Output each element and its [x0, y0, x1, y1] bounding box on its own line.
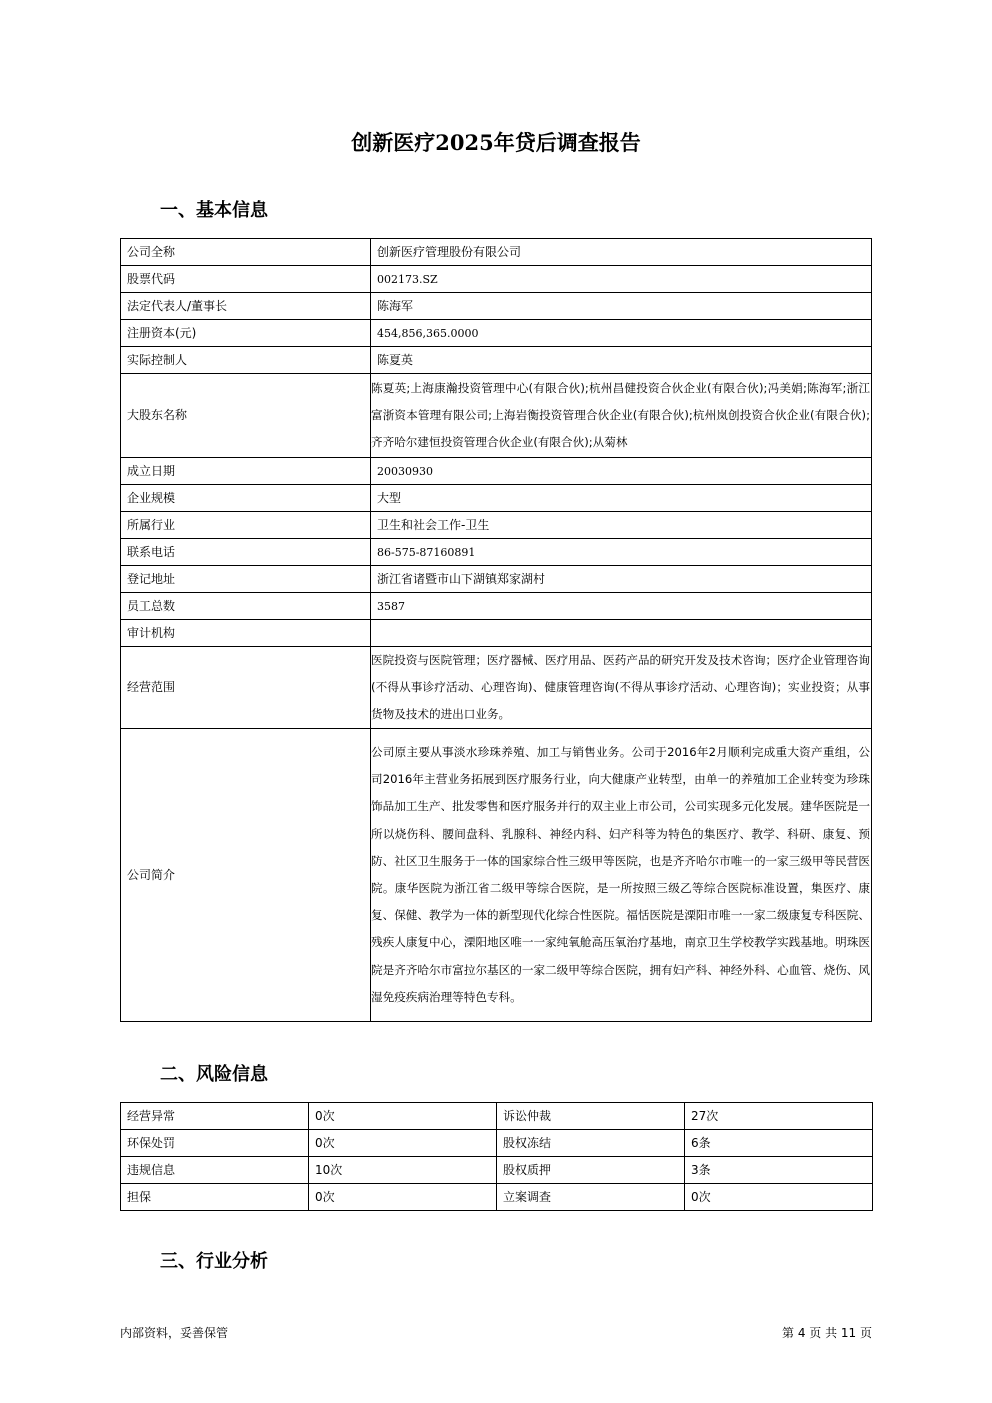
row-value [371, 620, 872, 647]
table-row [121, 1184, 873, 1211]
risk-label: 担保 [121, 1184, 309, 1211]
section-heading-risk: 二、风险信息 [160, 1064, 268, 1085]
row-label: 公司简介 [121, 729, 371, 1022]
risk-value: 0次 [309, 1130, 497, 1157]
footer-confidential-note: 内部资料，妥善保管 [120, 1326, 229, 1340]
footer-page-number: 第 4 页 共 11 页 [782, 1326, 872, 1340]
table-row [121, 647, 872, 729]
row-label: 员工总数 [121, 593, 371, 620]
risk-label: 违规信息 [121, 1157, 309, 1184]
section-heading-industry: 三、行业分析 [160, 1251, 268, 1272]
section-heading-basic: 一、基本信息 [160, 200, 268, 221]
row-value: 454,856,365.0000 [371, 320, 872, 347]
row-label: 注册资本(元) [121, 320, 371, 347]
table-row [121, 1130, 873, 1157]
row-value: 卫生和社会工作-卫生 [371, 512, 872, 539]
row-label: 所属行业 [121, 512, 371, 539]
risk-value: 0次 [685, 1184, 873, 1211]
row-value: 创新医疗管理股份有限公司 [371, 239, 872, 266]
table-row [121, 293, 872, 320]
row-value: 3587 [371, 593, 872, 620]
row-value: 陈夏英;上海康瀚投资管理中心(有限合伙);杭州昌健投资合伙企业(有限合伙);冯美娟;陈海军;浙江富浙资本管理有限公司;上海岩衡投资管理合伙企业(有限合伙);杭州岚创投资合伙企业(有限合伙);齐齐哈尔建恒投资管理合伙企业(有限合伙);从菊林 [371, 374, 872, 458]
row-label: 审计机构 [121, 620, 371, 647]
table-row [121, 374, 872, 458]
row-label: 登记地址 [121, 566, 371, 593]
row-value: 陈夏英 [371, 347, 872, 374]
table-row [121, 347, 872, 374]
risk-value: 6条 [685, 1130, 873, 1157]
row-value: 86-575-87160891 [371, 539, 872, 566]
table-row [121, 593, 872, 620]
row-label: 实际控制人 [121, 347, 371, 374]
table-row [121, 266, 872, 293]
risk-label: 立案调查 [497, 1184, 685, 1211]
row-label: 股票代码 [121, 266, 371, 293]
row-value: 公司原主要从事淡水珍珠养殖、加工与销售业务。公司于2016年2月顺利完成重大资产重组，公司2016年主营业务拓展到医疗服务行业，向大健康产业转型，由单一的养殖加工企业转变为珍珠饰品加工生产、批发零售和医疗服务并行的双主业上市公司，公司实现多元化发展。建华医院是一所以烧伤科、腰间盘科、乳腺科、神经内科、妇产科等为特色的集医疗、教学、科研、康复、预防、社区卫生服务于一体的国家综合性三级甲等医院，也是齐齐哈尔市唯一的一家三级甲等民营医院。康华医院为浙江省二级甲等综合医院，是一所按照三级乙等综合医院标准设置，集医疗、康复、保健、教学为一体的新型现代化综合性医院。福恬医院是溧阳市唯一一家二级康复专科医院、残疾人康复中心，溧阳地区唯一一家纯氧舱高压氧治疗基地，南京卫生学校教学实践基地。明珠医院是齐齐哈尔市富拉尔基区的一家二级甲等综合医院，拥有妇产科、神经外科、心血管、烧伤、风湿免疫疾病治理等特色专科。 [371, 729, 872, 1022]
basic-info-table [120, 238, 872, 1022]
risk-label: 股权冻结 [497, 1130, 685, 1157]
table-row [121, 566, 872, 593]
risk-label: 经营异常 [121, 1103, 309, 1130]
row-value: 浙江省诸暨市山下湖镇郑家湖村 [371, 566, 872, 593]
risk-info-table [120, 1102, 873, 1211]
table-row [121, 512, 872, 539]
row-value: 002173.SZ [371, 266, 872, 293]
page-title: 创新医疗2025年贷后调查报告 [351, 130, 641, 155]
table-row [121, 620, 872, 647]
row-label: 企业规模 [121, 485, 371, 512]
table-row [121, 320, 872, 347]
row-label: 经营范围 [121, 647, 371, 729]
row-value: 20030930 [371, 458, 872, 485]
risk-value: 0次 [309, 1184, 497, 1211]
row-value: 医院投资与医院管理；医疗器械、医疗用品、医药产品的研究开发及技术咨询；医疗企业管理咨询(不得从事诊疗活动、心理咨询)、健康管理咨询(不得从事诊疗活动、心理咨询)；实业投资；从事货物及技术的进出口业务。 [371, 647, 872, 729]
row-label: 法定代表人/董事长 [121, 293, 371, 320]
table-row [121, 458, 872, 485]
table-row [121, 539, 872, 566]
row-label: 大股东名称 [121, 374, 371, 458]
row-label: 成立日期 [121, 458, 371, 485]
risk-value: 3条 [685, 1157, 873, 1184]
risk-value: 0次 [309, 1103, 497, 1130]
table-row [121, 485, 872, 512]
table-row [121, 239, 872, 266]
table-row [121, 1157, 873, 1184]
risk-label: 环保处罚 [121, 1130, 309, 1157]
risk-value: 27次 [685, 1103, 873, 1130]
risk-label: 诉讼仲裁 [497, 1103, 685, 1130]
risk-label: 股权质押 [497, 1157, 685, 1184]
table-row [121, 729, 872, 1022]
table-row [121, 1103, 873, 1130]
risk-value: 10次 [309, 1157, 497, 1184]
row-value: 大型 [371, 485, 872, 512]
row-value: 陈海军 [371, 293, 872, 320]
row-label: 公司全称 [121, 239, 371, 266]
row-label: 联系电话 [121, 539, 371, 566]
